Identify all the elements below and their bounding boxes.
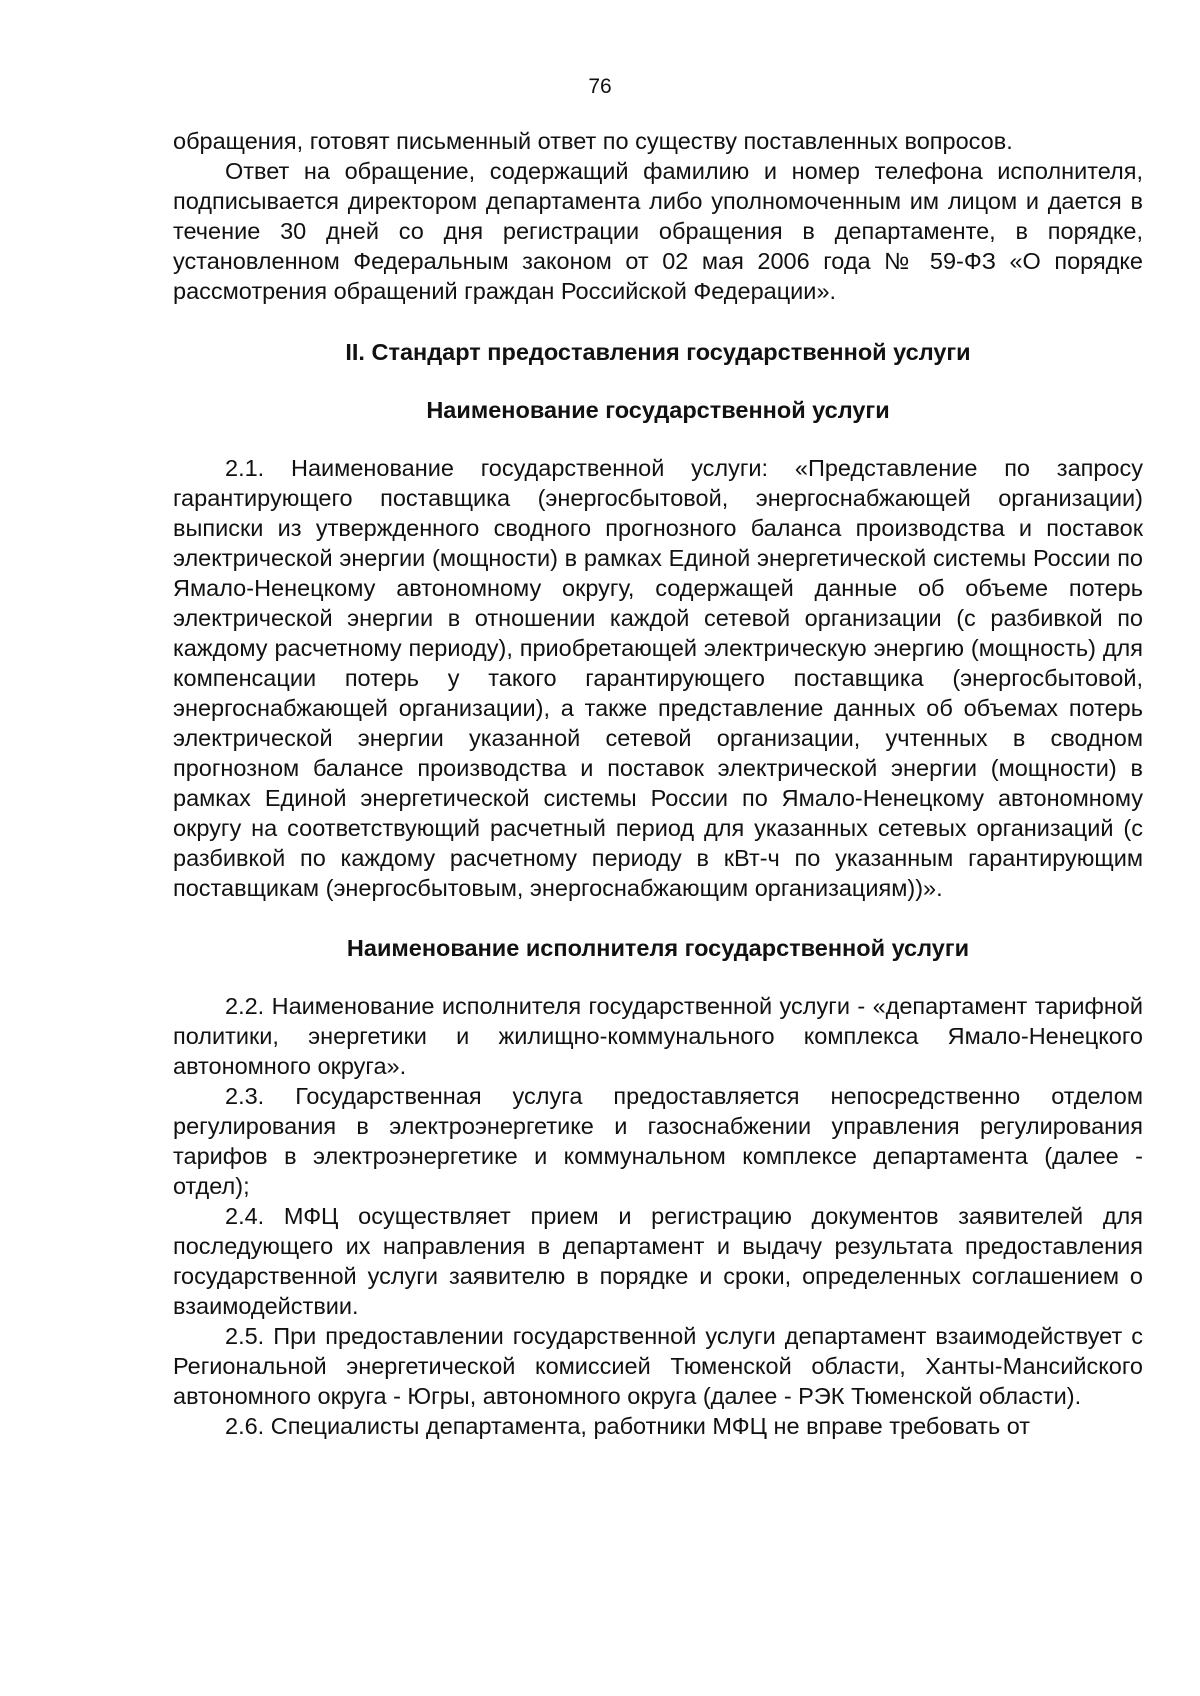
- intro-continuation: обращения, готовят письменный ответ по существу поставленных вопросов.: [173, 128, 1013, 154]
- paragraph-2-2: 2.2. Наименование исполнителя государственной услуги - «департамент тарифной политики, энергетики и жилищно-коммунального комплекса Ямало-Ненецкого автономного округа».: [173, 993, 1143, 1079]
- answer-paragraph: Ответ на обращение, содержащий фамилию и номер телефона исполнителя, подписывается директором департамента либо уполномоченным им лицом и дается в течение 30 дней со дня регистрации обращения в департаменте, в порядке, установленном Федеральным законом от 02 мая 2006 года № 59-ФЗ «О порядке рассмотрения обращений граждан Российской Федерации».: [173, 158, 1143, 304]
- subheading-service-name: Наименование государственной услуги: [426, 397, 890, 423]
- paragraph-2-4: 2.4. МФЦ осуществляет прием и регистрацию документов заявителей для последующего их направления в департамент и выдачу результата предоставления государственной услуги заявителю в порядке и сроки, определенных соглашением о взаимодействии.: [173, 1203, 1143, 1319]
- paragraph-2-1: 2.1. Наименование государственной услуги: «Представление по запросу гарантирующего поставщика (энергосбытовой, энергоснабжающей организации) выписки из утвержденного сводного прогнозного баланса производства и поставок электрической энергии (мощности) в рамках Единой энергетической системы России по Ямало-Ненецкому автономному округу, содержащей данные об объеме потерь электрической энергии в отношении каждой сетевой организации (с разбивкой по каждому расчетному периоду), приобретающей электрическую энергию (мощность) для компенсации потерь у такого гарантирующего поставщика (энергосбытовой, энергоснабжающей организации), а также представление данных об объемах потерь электрической энергии указанной сетевой организации, учтенных в сводном прогнозном балансе производства и поставок электрической энергии (мощности) в рамках Единой энергетической системы России по Ямало-Ненецкому автономному округу на соответствующий расчетный период для указанных сетевых организаций (с разбивкой по каждому расчетному периоду в кВт-ч по указанным гарантирующим поставщикам (энергосбытовым, энергоснабжающим организациям))».: [173, 455, 1143, 901]
- document-body: [173, 126, 1143, 1441]
- subheading-executor: Наименование исполнителя государственной услуги: [346, 935, 970, 961]
- paragraph-2-6: 2.6. Специалисты департамента, работники МФЦ не вправе требовать от: [225, 1413, 1031, 1439]
- paragraph-2-3: 2.3. Государственная услуга предоставляется непосредственно отделом регулирования в электроэнергетике и газоснабжении управления регулирования тарифов в электроэнергетике и коммунальном комплексе департамента (далее - отдел);: [173, 1083, 1143, 1199]
- section-heading: II. Стандарт предоставления государственной услуги: [345, 339, 971, 365]
- paragraph-2-5: 2.5. При предоставлении государственной услуги департамент взаимодействует с Региональной энергетической комиссией Тюменской области, Ханты-Мансийского автономного округа - Югры, автономного округа (далее - РЭК Тюменской области).: [173, 1323, 1143, 1409]
- page-number: 76: [588, 75, 612, 98]
